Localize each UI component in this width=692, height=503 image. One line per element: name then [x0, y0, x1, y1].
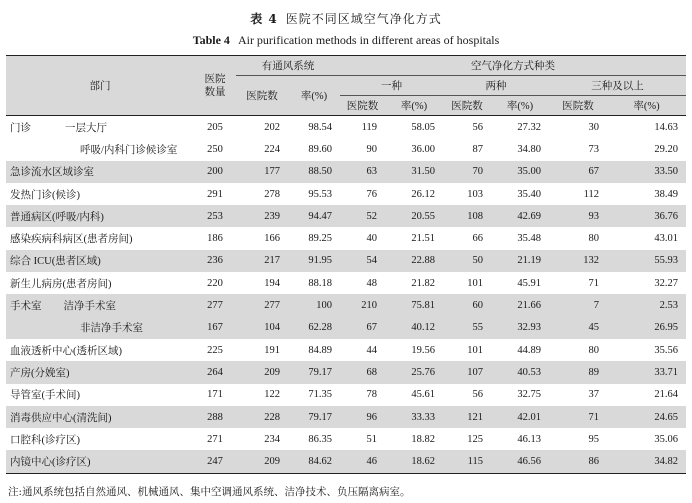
cell-three-hosp: 93: [549, 205, 607, 227]
cell-three-rate: 33.50: [607, 161, 686, 183]
cell-two-rate: 44.89: [517, 344, 541, 356]
dept-group: 综合 ICU(患者区域): [10, 256, 101, 268]
cell-hosp-count: 205: [207, 121, 223, 133]
header-two-rate: 率(%): [491, 96, 549, 116]
cell-two-rate: 35.40: [517, 188, 541, 200]
cell-two-hosp: 66: [472, 233, 483, 245]
cell-three-hosp: 67: [549, 161, 607, 183]
cell-hosp-count: 236: [194, 250, 236, 272]
cell-dept: [6, 227, 194, 249]
cell-hosp-count: 225: [207, 344, 223, 356]
cell-vent-rate: 71.35: [308, 389, 332, 401]
dept-group: 口腔科(诊疗区): [10, 434, 80, 446]
table-row: [6, 227, 686, 249]
caption-label-en: Table 4: [192, 33, 230, 47]
cell-two-hosp: 101: [467, 344, 483, 356]
cell-dept: [6, 406, 194, 428]
cell-three-rate: 26.95: [607, 317, 686, 339]
cell-dept: [6, 116, 194, 139]
cell-two-rate: 34.80: [517, 143, 541, 155]
cell-two-hosp: 121: [443, 406, 491, 428]
cell-one-hosp: 44: [366, 344, 377, 356]
cell-two-rate: 42.69: [491, 205, 549, 227]
cell-three-hosp: 73: [588, 143, 599, 155]
cell-two-rate: 35.48: [517, 233, 541, 245]
cell-three-rate: 32.27: [654, 277, 678, 289]
dept-group: 普通病区(呼吸/内科): [10, 211, 104, 223]
dept-group: 新生儿病房(患者房间): [10, 278, 112, 290]
header-two: 两种: [443, 76, 549, 96]
cell-one-rate: 26.12: [411, 188, 435, 200]
cell-vent-hosp: 209: [236, 450, 288, 473]
cell-dept: [6, 205, 194, 227]
cell-one-hosp: 78: [366, 389, 377, 401]
cell-vent-hosp: 239: [236, 205, 288, 227]
cell-three-rate: 14.63: [654, 121, 678, 133]
header-vent-group: 有通风系统: [236, 56, 340, 76]
cell-vent-hosp: 191: [264, 344, 280, 356]
cell-vent-rate: 89.25: [308, 233, 332, 245]
dept-sub: 呼吸/内科门诊候诊室: [80, 144, 178, 156]
cell-three-hosp: 37: [588, 389, 599, 401]
header-two-hosp: 医院数: [443, 96, 491, 116]
cell-hosp-count: 171: [207, 389, 223, 401]
cell-vent-hosp: 166: [264, 233, 280, 245]
cell-one-rate: 18.82: [411, 433, 435, 445]
table-row: [6, 450, 686, 473]
cell-two-rate: 21.66: [491, 294, 549, 316]
cell-dept: [6, 138, 194, 160]
cell-vent-rate: 94.47: [288, 205, 340, 227]
cell-two-hosp: 103: [467, 188, 483, 200]
header-purif-group: 空气净化方式种类: [340, 56, 686, 76]
cell-three-rate: 43.01: [654, 233, 678, 245]
cell-two-rate: 45.91: [517, 277, 541, 289]
cell-hosp-count: 200: [194, 161, 236, 183]
cell-one-rate: 19.56: [411, 344, 435, 356]
table-row: [6, 250, 686, 272]
table-row: [6, 205, 686, 227]
cell-two-hosp: 56: [472, 389, 483, 401]
caption-label-cn: 表 4: [250, 12, 278, 26]
cell-vent-rate: 91.95: [288, 250, 340, 272]
cell-two-hosp: 56: [472, 121, 483, 133]
cell-three-hosp: 45: [549, 317, 607, 339]
cell-vent-rate: 86.35: [308, 433, 332, 445]
cell-two-rate: 21.19: [491, 250, 549, 272]
cell-one-hosp: 96: [340, 406, 385, 428]
cell-one-hosp: 52: [340, 205, 385, 227]
cell-hosp-count: 247: [194, 450, 236, 473]
dept-group: 内镜中心(诊疗区): [10, 457, 91, 469]
header-three-plus: 三种及以上: [549, 76, 686, 96]
cell-one-rate: 21.51: [411, 233, 435, 245]
cell-vent-rate: 100: [288, 294, 340, 316]
cell-vent-hosp: 224: [264, 143, 280, 155]
cell-one-hosp: 46: [340, 450, 385, 473]
cell-three-rate: 36.76: [607, 205, 686, 227]
cell-three-hosp: 86: [549, 450, 607, 473]
cell-one-hosp: 40: [366, 233, 377, 245]
cell-vent-rate: 62.28: [288, 317, 340, 339]
cell-vent-rate: 84.62: [288, 450, 340, 473]
dept-sub: 非洁净手术室: [80, 323, 143, 335]
table-row: [6, 339, 686, 361]
caption-title-cn: 医院不同区域空气净化方式: [285, 12, 442, 26]
cell-three-rate: 35.56: [654, 344, 678, 356]
cell-dept: [6, 450, 194, 473]
cell-two-hosp: 50: [443, 250, 491, 272]
header-dept: 部门: [6, 56, 194, 116]
dept-group: 消毒供应中心(清洗间): [10, 412, 112, 424]
table-row: [6, 294, 686, 316]
cell-three-rate: 21.64: [654, 389, 678, 401]
cell-three-hosp: 89: [549, 361, 607, 383]
cell-vent-rate: 88.50: [288, 161, 340, 183]
cell-two-hosp: 55: [443, 317, 491, 339]
table-row: [6, 361, 686, 383]
cell-one-rate: 36.00: [411, 143, 435, 155]
table-row: [6, 161, 686, 183]
cell-three-hosp: 7: [549, 294, 607, 316]
cell-one-rate: 45.61: [411, 389, 435, 401]
cell-two-hosp: 115: [443, 450, 491, 473]
dept-group: 产房(分娩室): [10, 367, 70, 379]
table-row: [6, 428, 686, 450]
cell-two-hosp: 125: [467, 433, 483, 445]
header-one-rate: 率(%): [385, 96, 443, 116]
table-row: [6, 384, 686, 406]
cell-one-rate: 18.62: [385, 450, 443, 473]
cell-two-rate: 35.00: [491, 161, 549, 183]
dept-group: 感染疾病科病区(患者房间): [10, 234, 133, 246]
cell-vent-rate: 84.89: [308, 344, 332, 356]
cell-dept: [6, 428, 194, 450]
header-one-hosp: 医院数: [340, 96, 385, 116]
cell-hosp-count: 291: [207, 188, 223, 200]
cell-vent-hosp: 202: [264, 121, 280, 133]
cell-one-hosp: 54: [340, 250, 385, 272]
cell-vent-hosp: 194: [264, 277, 280, 289]
cell-three-rate: 29.20: [654, 143, 678, 155]
cell-dept: [6, 183, 194, 205]
cell-one-hosp: 210: [340, 294, 385, 316]
table-row: [6, 183, 686, 205]
cell-vent-hosp: 278: [264, 188, 280, 200]
cell-three-hosp: 132: [549, 250, 607, 272]
purification-table: [6, 55, 686, 474]
cell-two-rate: 27.32: [517, 121, 541, 133]
dept-group: 发热门诊(候诊): [10, 189, 80, 201]
cell-dept: [6, 161, 194, 183]
cell-two-rate: 46.13: [517, 433, 541, 445]
cell-one-rate: 58.05: [411, 121, 435, 133]
cell-three-rate: 34.82: [607, 450, 686, 473]
cell-hosp-count: 167: [194, 317, 236, 339]
header-vent-hosp: 医院数: [236, 76, 288, 116]
cell-one-hosp: 90: [366, 143, 377, 155]
cell-hosp-count: 220: [207, 277, 223, 289]
cell-dept: [6, 250, 194, 272]
cell-one-hosp: 76: [366, 188, 377, 200]
cell-two-rate: 46.56: [491, 450, 549, 473]
cell-vent-rate: 88.18: [308, 277, 332, 289]
cell-hosp-count: 253: [194, 205, 236, 227]
cell-vent-rate: 95.53: [308, 188, 332, 200]
cell-vent-hosp: 177: [236, 161, 288, 183]
cell-dept: [6, 339, 194, 361]
dept-sub: 一层大厅: [65, 122, 107, 134]
table-caption-cn: [0, 10, 692, 27]
cell-one-hosp: 51: [366, 433, 377, 445]
cell-one-rate: 20.55: [385, 205, 443, 227]
cell-dept: [6, 294, 194, 316]
cell-two-hosp: 108: [443, 205, 491, 227]
cell-one-hosp: 67: [340, 317, 385, 339]
cell-vent-rate: 79.17: [288, 361, 340, 383]
cell-two-rate: 32.93: [491, 317, 549, 339]
cell-one-rate: 31.50: [385, 161, 443, 183]
table-row: [6, 317, 686, 339]
cell-dept: [6, 361, 194, 383]
table-row: [6, 138, 686, 160]
cell-vent-hosp: 104: [236, 317, 288, 339]
cell-two-rate: 42.01: [491, 406, 549, 428]
cell-hosp-count: 186: [207, 233, 223, 245]
cell-three-rate: 38.49: [654, 188, 678, 200]
cell-vent-rate: 79.17: [288, 406, 340, 428]
cell-vent-hosp: 234: [264, 433, 280, 445]
cell-vent-hosp: 209: [236, 361, 288, 383]
cell-one-rate: 22.88: [385, 250, 443, 272]
cell-two-hosp: 107: [443, 361, 491, 383]
header-vent-rate: 率(%): [288, 76, 340, 116]
cell-three-hosp: 80: [588, 344, 599, 356]
table-body: [6, 116, 686, 474]
table-row: [6, 406, 686, 428]
cell-three-hosp: 95: [588, 433, 599, 445]
dept-group: 手术室: [10, 301, 42, 313]
cell-vent-hosp: 277: [236, 294, 288, 316]
table-note: 注:通风系统包括自然通风、机械通风、集中空调通风系统、洁净技术、负压隔离病室。: [8, 486, 411, 498]
cell-two-rate: 40.53: [491, 361, 549, 383]
cell-one-rate: 40.12: [385, 317, 443, 339]
header-one: 一种: [340, 76, 443, 96]
cell-hosp-count: 264: [194, 361, 236, 383]
cell-three-hosp: 80: [588, 233, 599, 245]
cell-one-hosp: 68: [340, 361, 385, 383]
table-row: [6, 116, 686, 139]
dept-group: 急诊流水区域诊室: [10, 167, 94, 179]
cell-vent-hosp: 217: [236, 250, 288, 272]
header-three-hosp: 医院数: [549, 96, 607, 116]
cell-three-rate: 33.71: [607, 361, 686, 383]
cell-hosp-count: 250: [207, 143, 223, 155]
cell-vent-hosp: 228: [236, 406, 288, 428]
cell-two-hosp: 87: [472, 143, 483, 155]
cell-one-hosp: 119: [361, 121, 377, 133]
cell-two-rate: 32.75: [517, 389, 541, 401]
cell-hosp-count: 271: [207, 433, 223, 445]
cell-vent-rate: 98.54: [308, 121, 332, 133]
header-hosp-count: 医院 数量: [194, 56, 236, 116]
cell-three-rate: 35.06: [654, 433, 678, 445]
table-row: [6, 272, 686, 294]
cell-dept: [6, 384, 194, 406]
cell-dept: [6, 317, 194, 339]
cell-dept: [6, 272, 194, 294]
cell-three-rate: 2.53: [607, 294, 686, 316]
cell-three-hosp: 71: [588, 277, 599, 289]
cell-two-hosp: 70: [443, 161, 491, 183]
table-caption-en: [0, 33, 692, 48]
cell-one-rate: 25.76: [385, 361, 443, 383]
cell-hosp-count: 277: [194, 294, 236, 316]
cell-one-hosp: 63: [340, 161, 385, 183]
cell-one-rate: 75.81: [385, 294, 443, 316]
cell-three-hosp: 30: [588, 121, 599, 133]
cell-hosp-count: 288: [194, 406, 236, 428]
caption-title-en: Air purification methods in different areas of hospitals: [237, 33, 500, 47]
dept-group: 血液透析中心(透析区域): [10, 345, 122, 357]
cell-vent-rate: 89.60: [308, 143, 332, 155]
cell-three-rate: 55.93: [607, 250, 686, 272]
cell-one-rate: 21.82: [411, 277, 435, 289]
cell-three-hosp: 71: [549, 406, 607, 428]
cell-three-hosp: 112: [583, 188, 599, 200]
dept-group: 门诊: [10, 122, 31, 134]
header-three-rate: 率(%): [607, 96, 686, 116]
cell-two-hosp: 101: [467, 277, 483, 289]
cell-three-rate: 24.65: [607, 406, 686, 428]
cell-one-hosp: 48: [366, 277, 377, 289]
dept-sub: 洁净手术室: [63, 301, 116, 313]
cell-two-hosp: 60: [443, 294, 491, 316]
cell-one-rate: 33.33: [385, 406, 443, 428]
dept-group: 导管室(手术间): [10, 390, 80, 402]
cell-vent-hosp: 122: [264, 389, 280, 401]
